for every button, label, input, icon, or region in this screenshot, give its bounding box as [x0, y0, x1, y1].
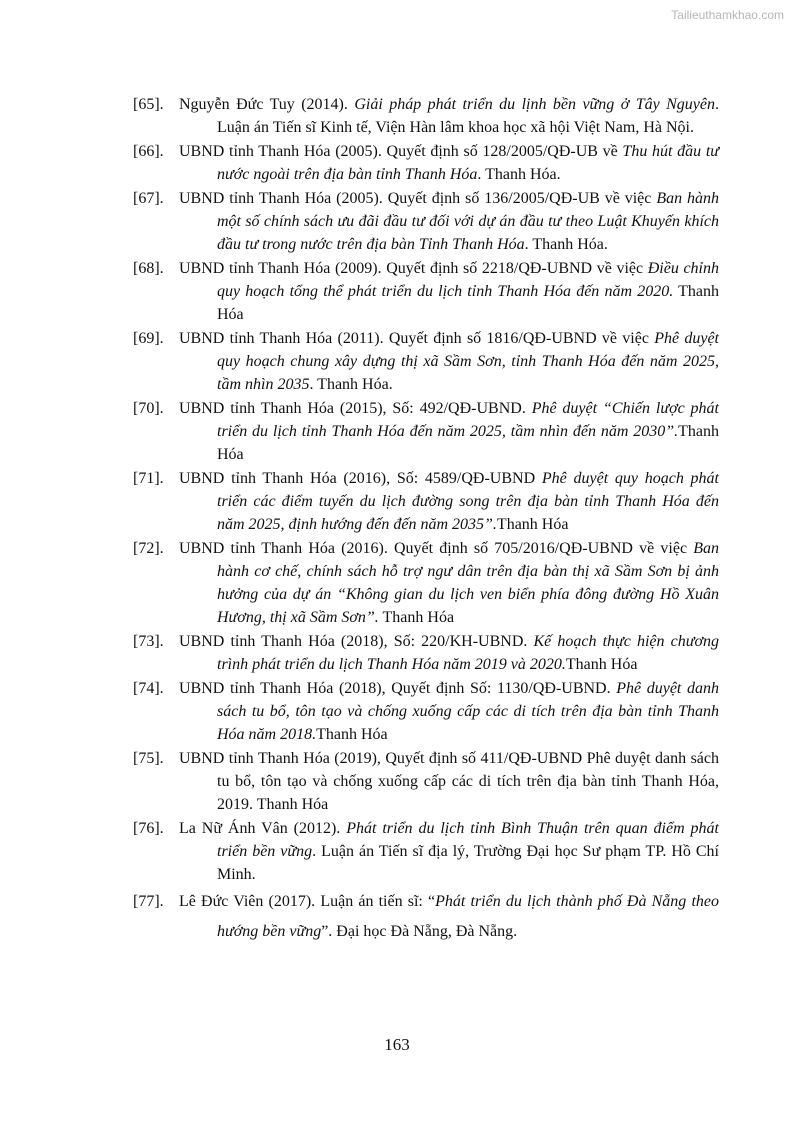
reference-detail: ”. Đại học Đà Nẵng, Đà Nẵng. — [321, 923, 518, 940]
reference-number: [77]. — [133, 893, 164, 910]
reference-detail: UBND tỉnh Thanh Hóa (2018), Số: 220/KH-UBND. — [179, 633, 534, 650]
reference-detail: Thanh Hóa — [316, 726, 388, 743]
reference-number: [69]. — [133, 330, 164, 347]
reference-detail: . Luận án Tiến sĩ địa lý, Trường Đại học Sư phạm TP. Hồ Chí Minh. — [217, 843, 719, 883]
reference-detail: UBND tỉnh Thanh Hóa (2011). Quyết định số 1816/QĐ-UBND về việc — [179, 330, 655, 347]
reference-detail: UBND tỉnh Thanh Hóa (2015), Số: 492/QĐ-UBND. — [179, 400, 532, 417]
reference-number: [67]. — [133, 190, 164, 207]
reference-detail: UBND tỉnh Thanh Hóa (2005). Quyết định số 128/2005/QĐ-UB về — [179, 143, 623, 160]
reference-text — [179, 143, 719, 183]
reference-number: [76]. — [133, 820, 164, 837]
reference-item — [133, 677, 719, 746]
reference-number: [68]. — [133, 260, 164, 277]
reference-title: Kế hoạch thực hiện chương trình phát triển du lịch Thanh Hóa năm 2019 và 2020. — [217, 633, 720, 673]
reference-detail: La Nữ Ánh Vân (2012). — [179, 820, 347, 837]
reference-detail: Thanh Hóa — [217, 283, 719, 323]
reference-number: [66]. — [133, 143, 164, 160]
reference-list — [133, 93, 719, 948]
reference-detail: Lê Đức Viên (2017). Luận án tiến sĩ: “ — [179, 893, 436, 910]
reference-item — [133, 747, 719, 816]
reference-title: Ban hành một số chính sách ưu đãi đầu tư đối với dự án đầu tư theo Luật Khuyến khích đầu tư trong nước trên địa bàn Tỉnh Thanh Hóa — [217, 190, 720, 253]
reference-detail: UBND tỉnh Thanh Hóa (2016), Số: 4589/QĐ-UBND — [179, 470, 542, 487]
reference-title: Phê duyệt danh sách tu bổ, tôn tạo và chống xuống cấp các di tích trên địa bàn tỉnh Thanh Hóa năm 2018. — [217, 680, 719, 743]
reference-detail: UBND tỉnh Thanh Hóa (2018), Quyết định Số: 1130/QĐ-UBND. — [179, 680, 617, 697]
reference-detail: UBND tỉnh Thanh Hóa (2019), Quyết định số 411/QĐ-UBND Phê duyệt danh sách tu bổ, tôn tạo và chống xuống cấp các di tích trên địa bàn tỉnh Thanh Hóa, 2019. Thanh Hóa — [179, 750, 719, 813]
reference-detail: UBND tỉnh Thanh Hóa (2005). Quyết định số 136/2005/QĐ-UB về việc — [179, 190, 657, 207]
page-number: 163 — [384, 1035, 410, 1054]
reference-text — [179, 750, 719, 813]
reference-text — [179, 190, 719, 253]
reference-text — [179, 633, 719, 673]
reference-item — [133, 257, 719, 326]
reference-text — [179, 893, 719, 940]
reference-detail: . Luận án Tiến sĩ Kinh tế, Viện Hàn lâm khoa học xã hội Việt Nam, Hà Nội. — [217, 96, 720, 136]
reference-item — [133, 630, 719, 676]
reference-text — [179, 260, 719, 323]
reference-text — [179, 820, 719, 883]
reference-text — [179, 400, 719, 463]
reference-text — [179, 96, 719, 136]
reference-text — [179, 330, 719, 393]
reference-item — [133, 93, 719, 139]
reference-title: Giải pháp phát triển du lịnh bền vững ở Tây Nguyên — [354, 96, 716, 113]
reference-number: [73]. — [133, 633, 164, 650]
reference-title: Phê duyệt quy hoạch phát triển các điểm tuyến du lịch đường song trên địa bàn tỉnh Thanh Hóa đến năm 2025, định hướng đến đến năm 2035”. — [217, 470, 720, 533]
reference-title: Phát triển du lịch tỉnh Bình Thuận trên quan điểm phát triển bền vững — [217, 820, 719, 860]
reference-text — [179, 470, 719, 533]
reference-title: Phê duyệt “Chiến lược phát triển du lịch tỉnh Thanh Hóa đến năm 2025, tầm nhìn đến năm 2030”. — [217, 400, 720, 440]
reference-number: [75]. — [133, 750, 164, 767]
reference-detail: UBND tỉnh Thanh Hóa (2016). Quyết định số 705/2016/QĐ-UBND về việc — [179, 540, 694, 557]
reference-item — [133, 397, 719, 466]
reference-title: Điều chỉnh quy hoạch tổng thể phát triển du lịch tỉnh Thanh Hóa đến năm 2020. — [217, 260, 719, 300]
reference-number: [71]. — [133, 470, 164, 487]
reference-text — [179, 680, 719, 743]
reference-title: Phê duyệt quy hoạch chung xây dựng thị xã Sầm Sơn, tỉnh Thanh Hóa đến năm 2025, tầm nhìn 2035 — [217, 330, 719, 393]
reference-detail: Thanh Hóa — [496, 516, 569, 533]
reference-detail: . Thanh Hóa. — [524, 236, 608, 253]
watermark: Tailieuthamkhao.com — [671, 8, 784, 22]
reference-detail: Thanh Hóa — [378, 609, 455, 626]
reference-detail: . Thanh Hóa. — [477, 166, 561, 183]
reference-number: [65]. — [133, 96, 164, 113]
reference-item — [133, 537, 719, 629]
reference-item — [133, 887, 719, 947]
reference-number: [74]. — [133, 680, 164, 697]
reference-title: Ban hành cơ chế, chính sách hỗ trợ ngư dân trên địa bàn thị xã Sầm Sơn bị ảnh hưởng của dự án “Không gian du lịch ven biển phía đông đường Hồ Xuân Hương, thị xã Sầm Sơn”. — [217, 540, 719, 626]
reference-detail: Nguyễn Đức Tuy (2014). — [179, 96, 355, 113]
reference-item — [133, 187, 719, 256]
reference-detail: Thanh Hóa — [217, 423, 719, 463]
reference-title: Phát triển du lịch thành phố Đà Nẵng theo hướng bền vững — [217, 893, 719, 940]
reference-text — [179, 540, 719, 626]
reference-number: [70]. — [133, 400, 164, 417]
reference-item — [133, 140, 719, 186]
reference-item — [133, 327, 719, 396]
reference-detail: Thanh Hóa — [565, 656, 638, 673]
reference-title: Thu hút đầu tư nước ngoài trên địa bàn tỉnh Thanh Hóa — [217, 143, 719, 183]
reference-number: [72]. — [133, 540, 164, 557]
reference-item — [133, 467, 719, 536]
reference-item — [133, 817, 719, 886]
reference-detail: . Thanh Hóa. — [309, 376, 393, 393]
reference-detail: UBND tỉnh Thanh Hóa (2009). Quyết định số 2218/QĐ-UBND về việc — [179, 260, 648, 277]
